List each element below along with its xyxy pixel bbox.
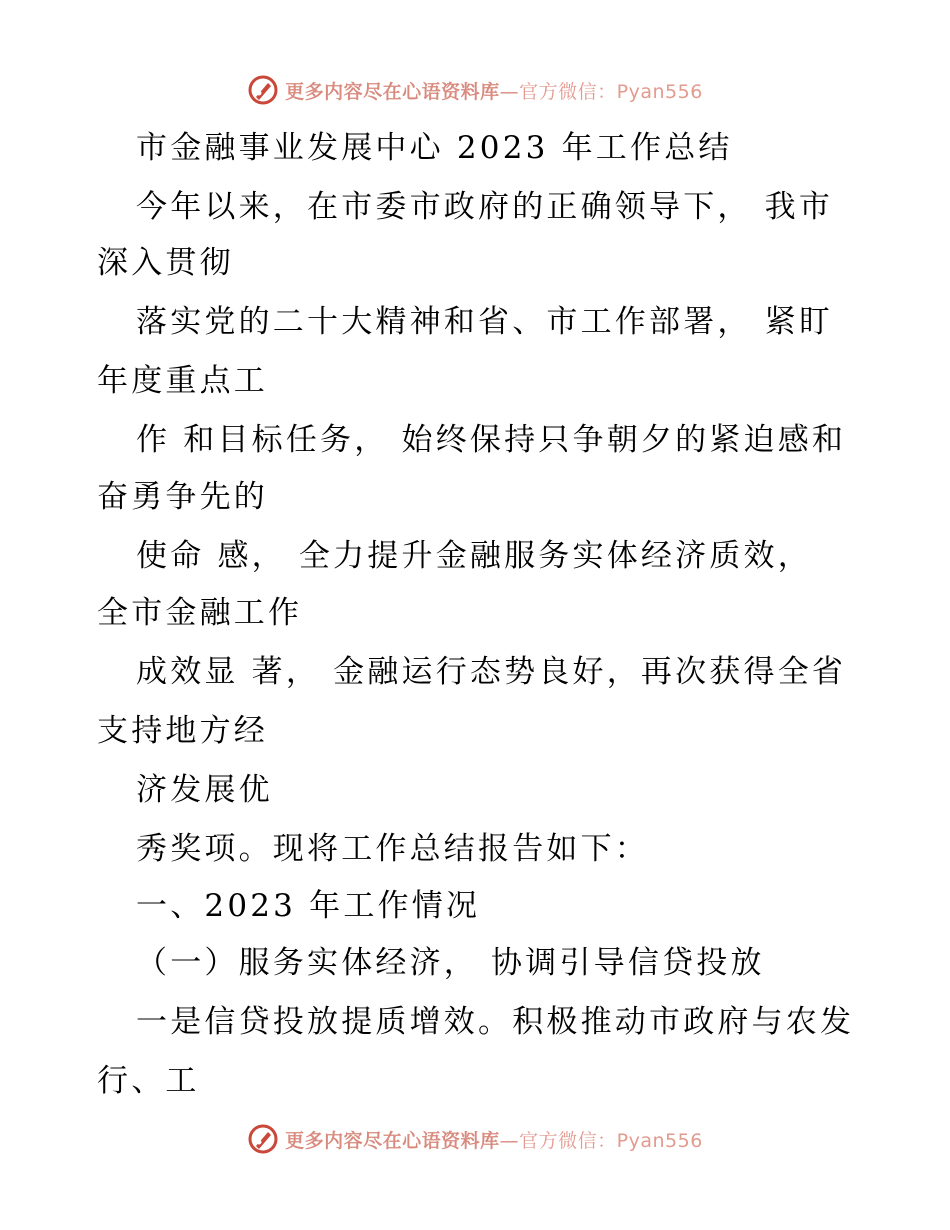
paragraph-line: 今年以来，在市委市政府的正确领导下， 我市: [136, 189, 834, 225]
paragraph-line: 行、工: [97, 1063, 200, 1099]
watermark-contact-text: 官方微信：Pyan556: [519, 1129, 703, 1152]
paragraph-line: 成效显 著， 金融运行态势良好，再次获得全省: [136, 654, 847, 690]
watermark-header: [0, 70, 950, 110]
paragraph-line: 秀奖项。现将工作总结报告如下：: [136, 831, 649, 867]
watermark-text: [285, 77, 703, 104]
paragraph-line: 济发展优: [136, 772, 273, 808]
paragraph-line: 作 和目标任务， 始终保持只争朝夕的紧迫感和: [136, 422, 847, 458]
section-heading: 一、2023 年工作情况: [136, 888, 481, 924]
watermark-main-text: 更多内容尽在心语资料库: [285, 80, 500, 103]
paragraph-line: 年度重点工: [97, 363, 268, 399]
red-pen-seal-icon: [247, 74, 279, 106]
paragraph-line: 一是信贷投放提质增效。积极推动市政府与农发: [136, 1004, 855, 1040]
watermark-contact-text: 官方微信：Pyan556: [519, 80, 703, 103]
document-title: 市金融事业发展中心 2023 年工作总结: [136, 130, 733, 166]
watermark-footer: [0, 1119, 950, 1159]
paragraph-line: 落实党的二十大精神和省、市工作部署， 紧盯: [136, 304, 834, 340]
watermark-text: [285, 1126, 703, 1153]
watermark-main-text: 更多内容尽在心语资料库: [285, 1129, 500, 1152]
paragraph-line: 使命 感， 全力提升金融服务实体经济质效，: [136, 538, 812, 574]
subsection-heading: （一）服务实体经济， 协调引导信贷投放: [136, 945, 765, 981]
watermark-separator: —: [499, 80, 520, 103]
paragraph-line: 全市金融工作: [97, 595, 303, 631]
paragraph-line: 支持地方经: [97, 713, 268, 749]
watermark-separator: —: [499, 1129, 520, 1152]
paragraph-line: 奋勇争先的: [97, 479, 268, 515]
red-pen-seal-icon: [247, 1123, 279, 1155]
paragraph-line: 深入贯彻: [97, 245, 234, 281]
